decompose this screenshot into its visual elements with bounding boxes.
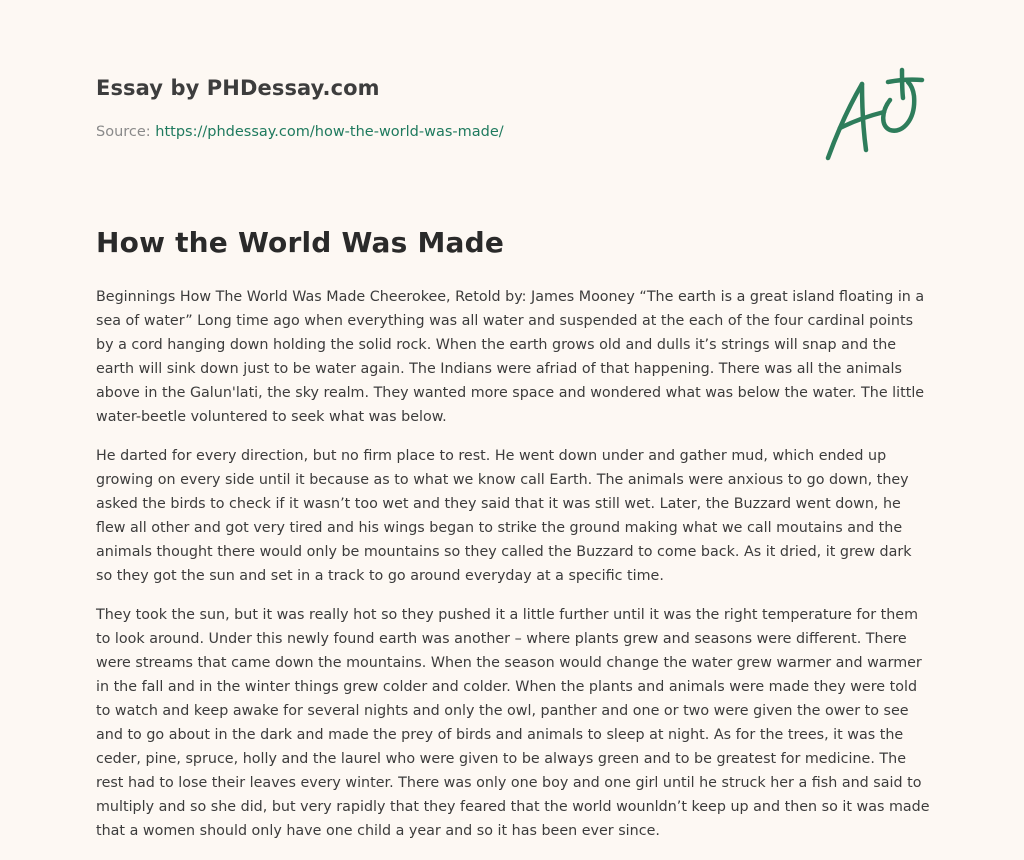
- source-link[interactable]: https://phdessay.com/how-the-world-was-made/: [155, 124, 504, 140]
- essay-paragraph: They took the sun, but it was really hot so they pushed it a little further until it was the right temperature for them to look around. Under this newly found earth was another – where plants grew and seasons were different. There were streams that came down the mountains. When the season would change the water grew warmer and warmer in the fall and in the winter things grew colder and colder. When the plants and animals were made they were told to watch and keep awake for several nights and only the owl, panther and one or two were given the ower to see and to go about in the dark and made the prey of birds and animals to sleep at night. As for the trees, it was the ceder, pine, spruce, holly and the laurel who were given to be always green and to be greatest for medicine. The rest had to lose their leaves every winter. There was only one boy and one girl until he struck her a fish and said to multiply and so she did, but very rapidly that they feared that the world wounldn’t keep up and then so it was made that a women should only have one child a year and so it has been ever since.: [96, 607, 930, 839]
- essay-body: [96, 285, 930, 858]
- essay-title: How the World Was Made: [96, 226, 505, 259]
- essay-paragraph: Beginnings How The World Was Made Cheerokee, Retold by: James Mooney “The earth is a great island floating in a sea of water” Long time ago when everything was all water and suspended at the each of the four cardinal points by a cord hanging down holding the solid rock. When the earth grows old and dulls it’s strings will snap and the earth will sink down just to be water again. The Indians were afriad of that happening. There was all the animals above in the Galun'lati, the sky realm. They wanted more space and wondered what was below the water. The little water-beetle voluntered to seek what was below.: [96, 289, 925, 425]
- site-title: Essay by PHDessay.com: [96, 76, 380, 100]
- source-label: Source:: [96, 124, 151, 140]
- a-plus-logo-icon: [818, 66, 930, 166]
- source-line: [96, 124, 504, 140]
- essay-paragraph: He darted for every direction, but no firm place to rest. He went down under and gather mud, which ended up growing on every side until it because as to what we know call Earth. The animals were anxious to go down, they asked the birds to check if it wasn’t too wet and they said that it was still wet. Later, the Buzzard went down, he flew all other and got very tired and his wings began to strike the ground making what we call moutains and the animals thought there would only be mountains so they called the Buzzard to come back. As it dried, it grew dark so they got the sun and set in a track to go around everyday at a specific time.: [96, 448, 912, 584]
